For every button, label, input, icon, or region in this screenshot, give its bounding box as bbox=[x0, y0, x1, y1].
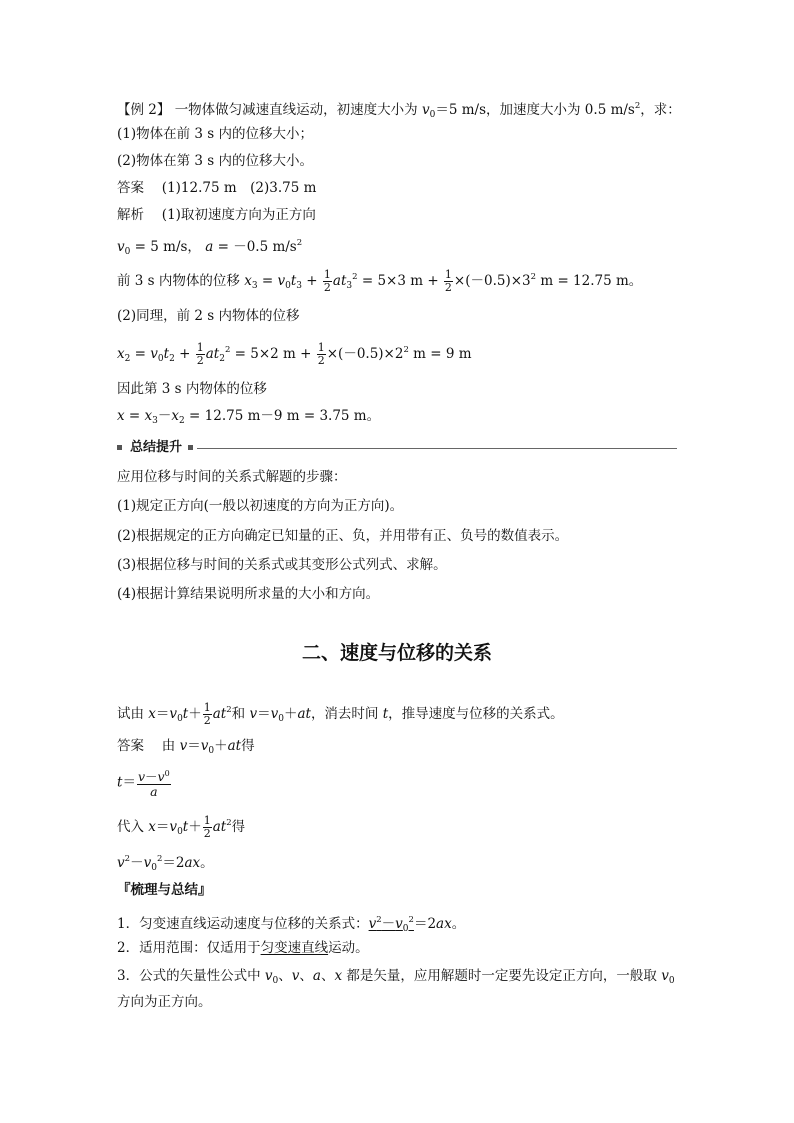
fraction-half: $\frac{1}{2}$ bbox=[323, 268, 331, 294]
summary-intro: 应用位移与时间的关系式解题的步骤： bbox=[117, 469, 347, 485]
section-heading: 二、速度与位移的关系 bbox=[301, 642, 492, 664]
step-1-equation: 前 3 s 内物体的位移 $x_3 = v_0t_3$ + $\frac{1}{2}$ $at_3^2 = 5\times 3$ m + $\frac{1}{2}$ $\times(-0.5)\times 3^2$ m = 12.75 m。 bbox=[117, 268, 643, 294]
fraction-time: $\frac{v-v^0}{a}$ bbox=[137, 769, 170, 799]
summary-header bbox=[117, 439, 677, 457]
fraction-half: $\frac{1}{2}$ bbox=[203, 701, 211, 727]
review-point-3-cont: 方向为正方向。 bbox=[117, 994, 212, 1010]
given-values: $v_0 = 5$ m/s， a = －0.5 $m/s^2$ bbox=[117, 238, 303, 257]
analysis-label: 解析 bbox=[117, 207, 144, 223]
fraction-half: $\frac{1}{2}$ bbox=[203, 814, 211, 840]
question-2: (2)物体在第 3 s 内的位移大小。 bbox=[117, 153, 314, 169]
step-3-text: 因此第 3 s 内物体的位移 bbox=[117, 381, 267, 397]
summary-item: (3)根据位移与时间的关系式或其变形公式列式、求解。 bbox=[117, 557, 447, 573]
summary-title: 总结提升 bbox=[130, 440, 183, 455]
square-bullet-icon bbox=[188, 445, 193, 450]
question-1: (1)物体在前 3 s 内的位移大小； bbox=[117, 126, 314, 142]
step-4-equation: $x = x_3-x_2 = 12.75$ m－9 m = 3.75 m。 bbox=[117, 408, 381, 426]
analysis-header: 解析 (1)取初速度方向为正方向 bbox=[117, 207, 316, 223]
summary-item: (2)根据规定的正方向确定已知量的正、负，并用带有正、负号的数值表示。 bbox=[117, 528, 569, 544]
example-tag: 【例 2】 bbox=[117, 102, 171, 118]
derivation-task: 试由 $x=v_0t+$ $\frac{1}{2}$ $at^2$和 $v=v_0+at$，消去时间 t，推导速度与位移的关系式。 bbox=[117, 701, 564, 727]
review-title: 『梳理与总结』 bbox=[117, 882, 212, 898]
answer-text: (1)12.75 m (2)3.75 m bbox=[161, 180, 317, 196]
divider bbox=[197, 448, 677, 449]
example-answer bbox=[117, 179, 316, 197]
fraction-half: $\frac{1}{2}$ bbox=[317, 341, 325, 367]
square-bullet-icon bbox=[117, 445, 122, 450]
answer-label: 答案 bbox=[117, 180, 144, 196]
summary-item: (1)规定正方向(一般以初速度的方向为正方向)。 bbox=[117, 498, 404, 514]
result-formula: $v^2-v_0^2=2ax$。 bbox=[117, 854, 214, 873]
step-2-equation: $x_2 = v_0t_2$ + $\frac{1}{2}$ $at_2^2 = 5\times 2$ m + $\frac{1}{2}$ $\times(-0.5)\times 2^2$ m = 9 m bbox=[117, 341, 472, 367]
fraction-half: $\frac{1}{2}$ bbox=[444, 268, 452, 294]
answer-label: 答案 bbox=[117, 738, 144, 754]
key-formula: $v^2-v_0^2$ bbox=[368, 915, 414, 934]
review-point-2: 2．适用范围：仅适用于匀变速直线运动。 bbox=[117, 940, 369, 956]
review-point-3: 3．公式的矢量性公式中 $v_0$、v、a、x 都是矢量，应用解题时一定要先设定正方向，一般取 $v_0$ bbox=[117, 968, 675, 986]
analysis-2: (2)同理，前 2 s 内物体的位移 bbox=[117, 308, 300, 324]
section-answer: 答案 由 $v=v_0+at$得 bbox=[117, 738, 255, 756]
summary-item: (4)根据计算结果说明所求量的大小和方向。 bbox=[117, 586, 380, 602]
time-formula: t＝ $\frac{v-v^0}{a}$ bbox=[117, 769, 170, 799]
example-stem: 【例 2】 一物体做匀减速直线运动，初速度大小为 $v_0=5$ m/s，加速度大小为 0.5 $m/s^2$，求： bbox=[117, 101, 681, 120]
review-point-1: 1．匀变速直线运动速度与位移的关系式：$v^2-v_0^2=2ax$。 bbox=[117, 915, 466, 934]
substitute-line: 代入 $x=v_0t+$ $\frac{1}{2}$ $at^2$得 bbox=[117, 814, 246, 840]
fraction-half: $\frac{1}{2}$ bbox=[196, 341, 204, 367]
